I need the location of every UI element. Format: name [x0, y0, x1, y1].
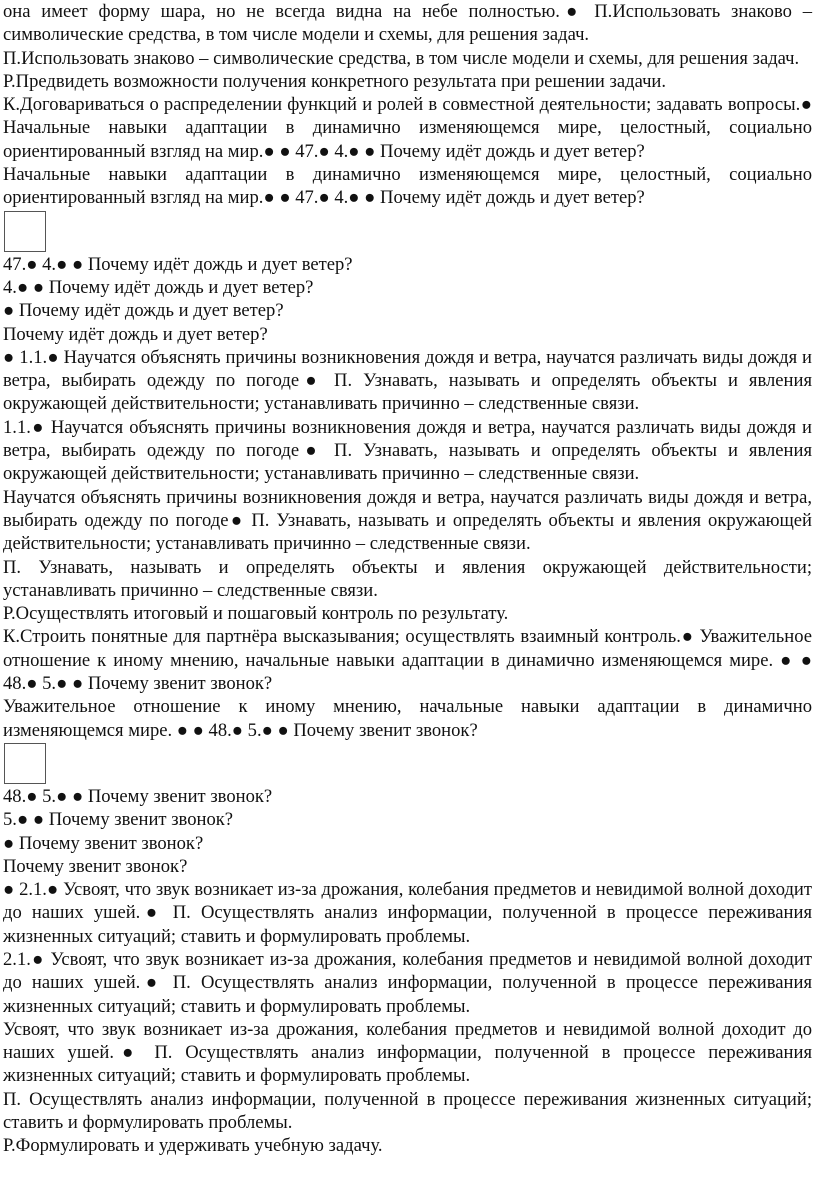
paragraph: 2.1.● Усвоят, что звук возникает из-за дрожания, колебания предметов и невидимой волной доходит до наших ушей.● П. Осуществлять анализ информации, полученной в процессе переживания жизненных ситуаций; ставить и формулировать проблемы. [3, 948, 812, 1017]
empty-frame [4, 743, 46, 784]
empty-frame [4, 211, 46, 252]
paragraph: Усвоят, что звук возникает из-за дрожания, колебания предметов и невидимой волной доходит до наших ушей.● П. Осуществлять анализ информации, полученной в процессе переживания жизненных ситуаций; ставить и формулировать проблемы. [3, 1018, 812, 1087]
paragraph: 48.● 5.● ● Почему звенит звонок? [3, 785, 273, 807]
paragraph: П.Использовать знаково – символические средства, в том числе модели и схемы, для решения задач. [3, 47, 800, 69]
paragraph: Р.Формулировать и удерживать учебную задачу. [3, 1135, 383, 1157]
paragraph: 5.● ● Почему звенит звонок? [3, 809, 234, 831]
paragraph: 4.● ● Почему идёт дождь и дует ветер? [3, 276, 314, 298]
paragraph: ● 1.1.● Научатся объяснять причины возникновения дождя и ветра, научатся различать виды дождя и ветра, выбирать одежду по погоде● П. Узнавать, называть и определять объекты и явления окружающей действительности; устанавливать причинно – следственные связи. [3, 346, 812, 415]
paragraph: Начальные навыки адаптации в динамично изменяющемся мире, целостный, социально ориентированный взгляд на мир.● ● 47.● 4.● ● Почему идёт дождь и дует ветер? [3, 164, 812, 209]
paragraph: Р.Осуществлять итоговый и пошаговый контроль по результату. [3, 603, 509, 625]
paragraph: Р.Предвидеть возможности получения конкретного результата при решении задачи. [3, 70, 667, 92]
paragraph: 47.● 4.● ● Почему идёт дождь и дует ветер? [3, 253, 353, 275]
paragraph: К.Строить понятные для партнёра высказывания; осуществлять взаимный контроль.● Уважительное отношение к иному мнению, начальные навыки адаптации в динамично изменяющемся мире. ● ● 48.● 5.● ● Почему звенит звонок? [3, 626, 812, 695]
paragraph: ● Почему звенит звонок? [3, 832, 204, 854]
paragraph: ● 2.1.● Усвоят, что звук возникает из-за дрожания, колебания предметов и невидимой волной доходит до наших ушей.● П. Осуществлять анализ информации, полученной в процессе переживания жизненных ситуаций; ставить и формулировать проблемы. [3, 879, 812, 947]
paragraph: П. Осуществлять анализ информации, полученной в процессе переживания жизненных ситуаций; ставить и формулировать проблемы. [3, 1088, 812, 1134]
paragraph: Уважительное отношение к иному мнению, начальные навыки адаптации в динамично изменяющемся мире. ● ● 48.● 5.● ● Почему звенит звонок? [3, 696, 812, 741]
paragraph: П. Узнавать, называть и определять объекты и явления окружающей действительности; устанавливать причинно – следственные связи. [3, 556, 812, 601]
paragraph: ● Почему идёт дождь и дует ветер? [3, 300, 284, 322]
paragraph: она имеет форму шара, но не всегда видна на небе полностью.● П.Использовать знаково – символические средства, в том числе модели и схемы, для решения задач. [3, 1, 812, 46]
paragraph: Почему звенит звонок? [3, 855, 188, 877]
paragraph: К.Договариваться о распределении функций и ролей в совместной деятельности; задавать вопросы.● Начальные навыки адаптации в динамично изменяющемся мире, целостный, социально ориентированный взгляд на мир.● ● 47.● 4.● ● Почему идёт дождь и дует ветер? [3, 94, 812, 162]
paragraph: 1.1.● Научатся объяснять причины возникновения дождя и ветра, научатся различать виды дождя и ветра, выбирать одежду по погоде● П. Узнавать, называть и определять объекты и явления окружающей действительности; устанавливать причинно – следственные связи. [3, 416, 812, 485]
paragraph: Почему идёт дождь и дует ветер? [3, 323, 268, 345]
paragraph: Научатся объяснять причины возникновения дождя и ветра, научатся различать виды дождя и ветра, выбирать одежду по погоде● П. Узнавать, называть и определять объекты и явления окружающей действительности; устанавливать причинно – следственные связи. [3, 486, 812, 555]
